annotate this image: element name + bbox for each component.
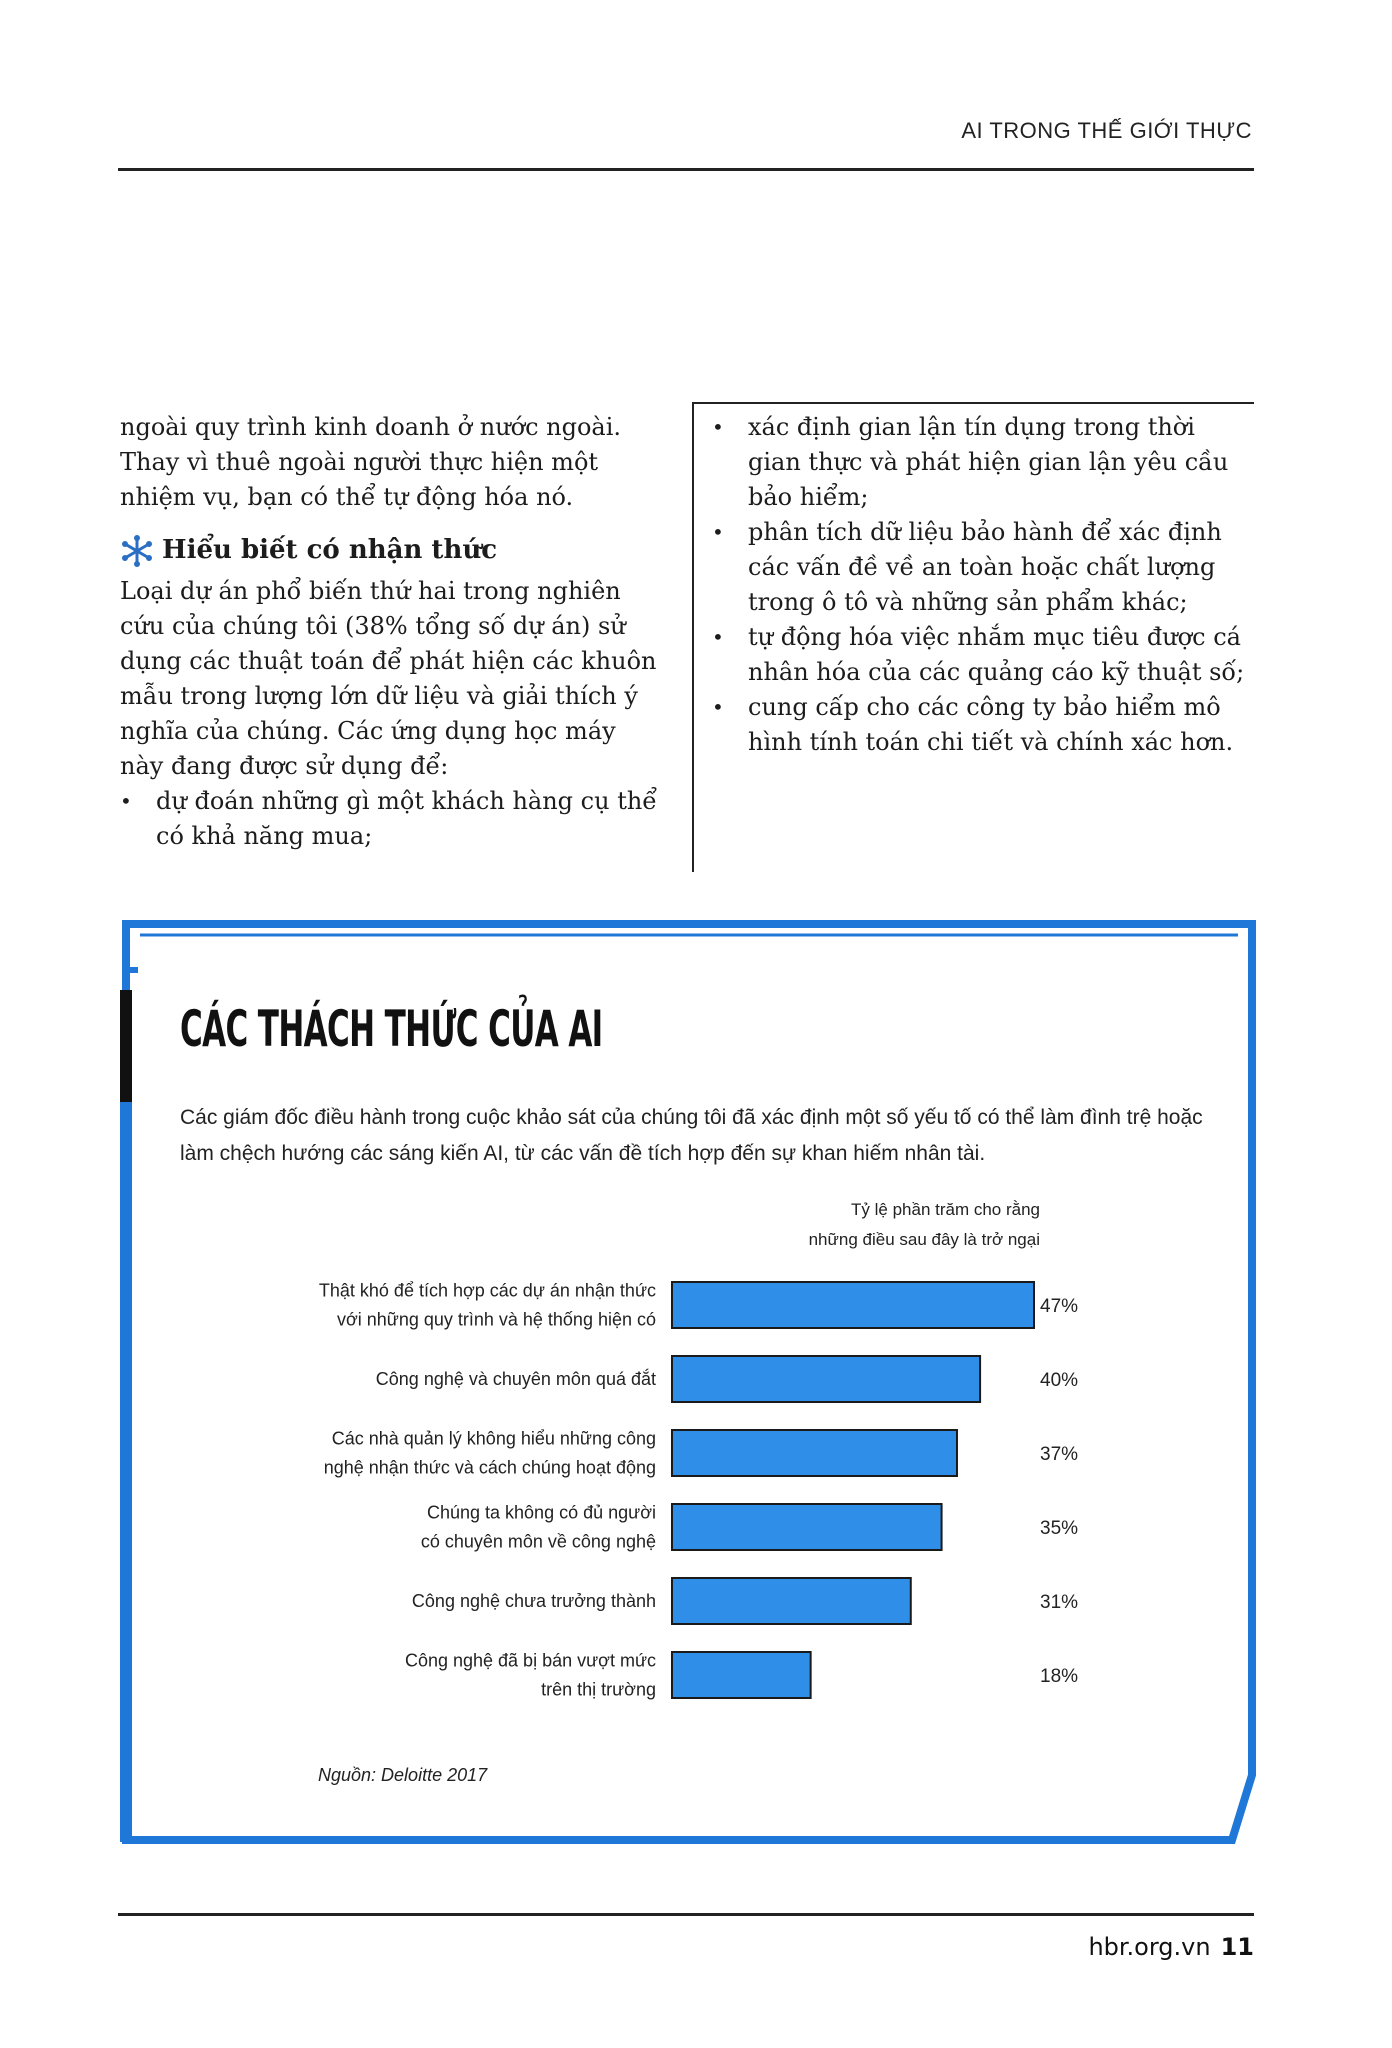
figure-source: Nguồn: Deloitte 2017	[318, 1765, 488, 1785]
chart-category-label: trên thị trường	[541, 1679, 656, 1700]
chart-category-label: nghệ nhận thức và cách chúng hoạt động	[323, 1457, 656, 1478]
chart-category-label: với những quy trình và hệ thống hiện có	[336, 1309, 656, 1330]
page-number: 11	[1220, 1933, 1254, 1961]
chart-bar	[672, 1504, 942, 1550]
list-item: • xác định gian lận tín dụng trong thời gian thực và phát hiện gian lận yêu cầu bảo hiểm;	[712, 410, 1252, 515]
left-paragraph-1: ngoài quy trình kinh doanh ở nước ngoài. Thay vì thuê ngoài người thực hiện một nhiệm vụ, bạn có thể tự động hóa nó.	[120, 413, 622, 511]
chart-bar	[672, 1430, 957, 1476]
running-header: AI TRONG THẾ GIỚI THỰC	[961, 118, 1252, 143]
chart-value-label: 40%	[1040, 1370, 1079, 1391]
list-item: • tự động hóa việc nhắm mục tiêu được cá nhân hóa của các quảng cáo kỹ thuật số;	[712, 620, 1252, 690]
chart-category-label: Công nghệ đã bị bán vượt mức	[404, 1650, 656, 1671]
figure-intro: Các giám đốc điều hành trong cuộc khảo sát của chúng tôi đã xác định một số yếu tố có thể làm đình trệ hoặc làm chệch hướng các sáng kiến AI, từ các vấn đề tích hợp đến sự khan hiếm nhân tài.	[180, 1106, 1203, 1165]
figure-title: CÁC THÁCH THỨC CỦA AI	[180, 1000, 603, 1058]
list-item: • dự đoán những gì một khách hàng cụ thể có khả năng mua;	[120, 784, 660, 854]
footer-rule	[118, 1913, 1254, 1916]
chart-category-label: Công nghệ và chuyên môn quá đắt	[375, 1369, 656, 1389]
chart-category-label: có chuyên môn về công nghệ	[420, 1531, 656, 1552]
left-paragraph-2: Loại dự án phổ biến thứ hai trong nghiên cứu của chúng tôi (38% tổng số dự án) sử dụng các thuật toán để phát hiện các khuôn mẫu trong lượng lớn dữ liệu và giải thích ý nghĩa của chúng. Các ứng dụng học máy này đang được sử dụng để:	[120, 577, 657, 780]
footer-site: hbr.org.vn	[1088, 1933, 1211, 1961]
chart-value-label: 18%	[1040, 1666, 1079, 1687]
chart-bar	[672, 1652, 811, 1698]
chart-value-header-line: những điều sau đây là trở ngại	[808, 1230, 1040, 1249]
page-footer	[1088, 1933, 1254, 1961]
chart-value-label: 37%	[1040, 1444, 1079, 1465]
chart-category-label: Các nhà quản lý không hiểu những công	[331, 1428, 656, 1449]
chart-category-label: Chúng ta không có đủ người	[426, 1502, 656, 1523]
chart-category-label: Thật khó để tích hợp các dự án nhận thức	[318, 1280, 656, 1301]
chart-value-label: 31%	[1040, 1592, 1079, 1613]
chart-value-header-line: Tỷ lệ phần trăm cho rằng	[851, 1200, 1040, 1219]
list-item: • cung cấp cho các công ty bảo hiểm mô hình tính toán chi tiết và chính xác hơn.	[712, 690, 1252, 760]
subheading-text: Hiểu biết có nhận thức	[162, 535, 498, 565]
chart-value-label: 47%	[1040, 1296, 1079, 1317]
chart-category-label: Công nghệ chưa trưởng thành	[411, 1591, 656, 1611]
chart-value-label: 35%	[1040, 1518, 1079, 1539]
chart-bar	[672, 1282, 1034, 1328]
chart-bar	[672, 1578, 911, 1624]
list-item: • phân tích dữ liệu bảo hành để xác định các vấn đề về an toàn hoặc chất lượng trong ô tô và những sản phẩm khác;	[712, 515, 1252, 620]
chart-bar	[672, 1356, 980, 1402]
